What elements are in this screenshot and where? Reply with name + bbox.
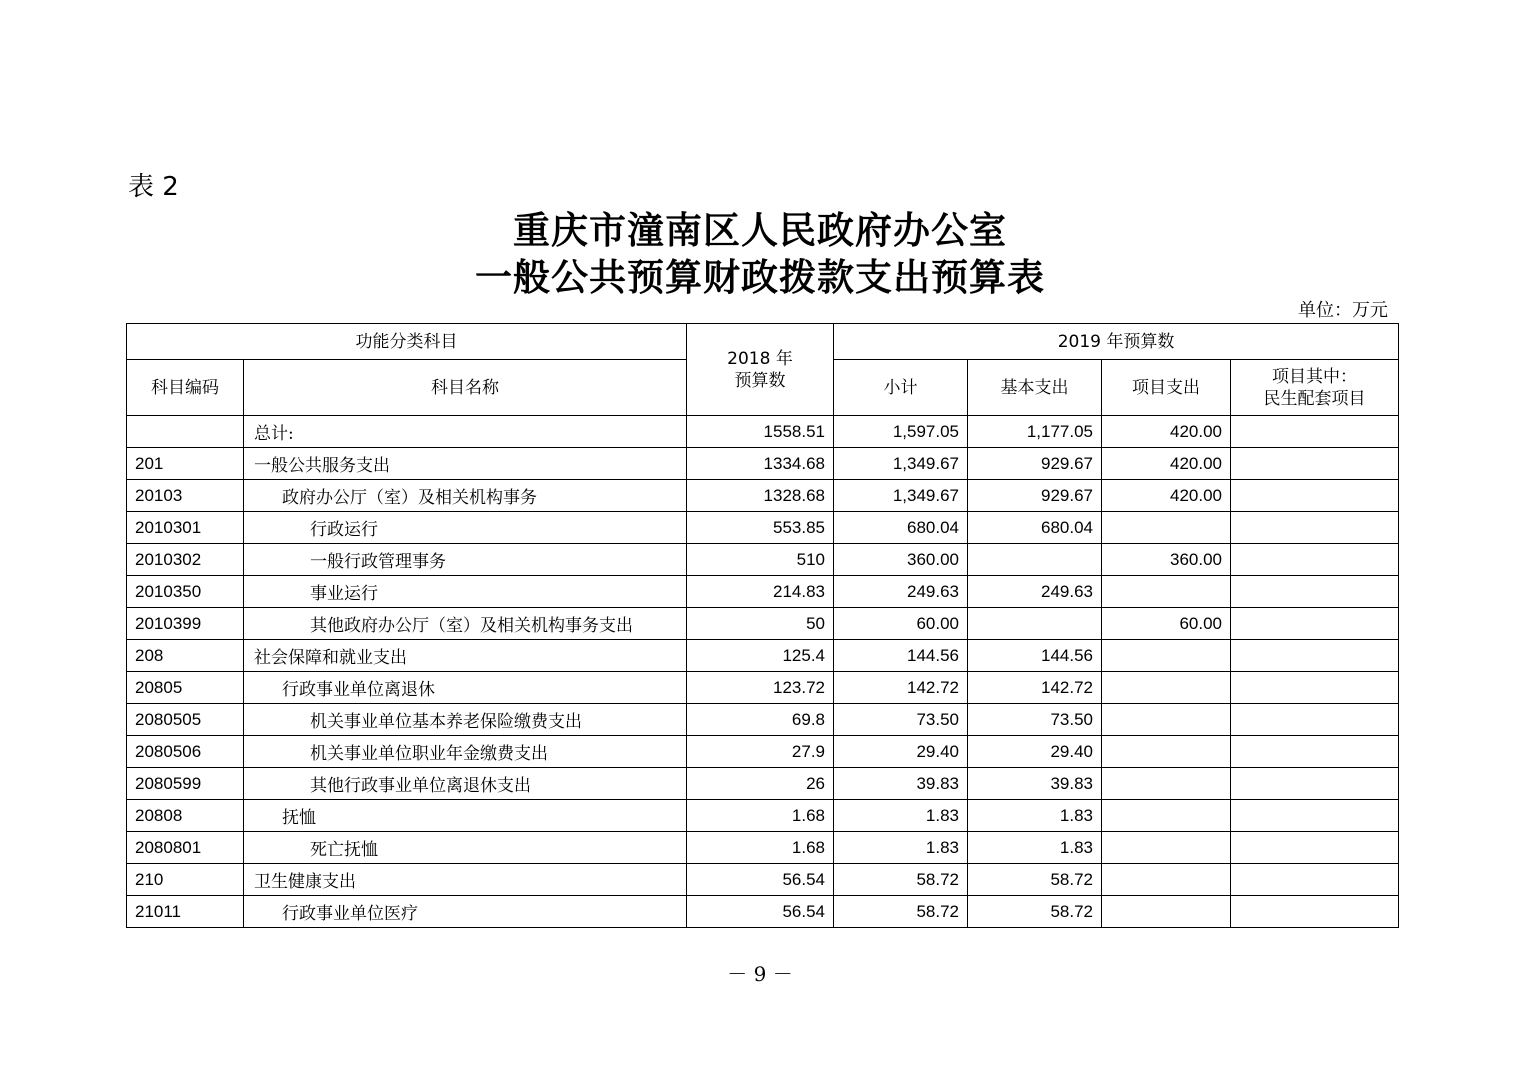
cell-project bbox=[1102, 736, 1231, 768]
cell-code: 2010399 bbox=[127, 608, 244, 640]
cell-name: 一般公共服务支出 bbox=[244, 448, 687, 480]
cell-basic: 58.72 bbox=[968, 864, 1102, 896]
cell-project bbox=[1102, 800, 1231, 832]
cell-name: 行政运行 bbox=[244, 512, 687, 544]
cell-project bbox=[1102, 672, 1231, 704]
cell-project bbox=[1102, 576, 1231, 608]
cell-basic bbox=[968, 608, 1102, 640]
cell-code: 2080506 bbox=[127, 736, 244, 768]
cell-livelihood bbox=[1231, 864, 1399, 896]
header-basic: 基本支出 bbox=[968, 360, 1102, 416]
cell-code: 208 bbox=[127, 640, 244, 672]
cell-subtotal: 1.83 bbox=[834, 832, 968, 864]
cell-livelihood bbox=[1231, 672, 1399, 704]
table-row bbox=[127, 896, 1399, 928]
header-project: 项目支出 bbox=[1102, 360, 1231, 416]
cell-code: 201 bbox=[127, 448, 244, 480]
cell-budget-2018: 56.54 bbox=[687, 896, 834, 928]
cell-subtotal: 60.00 bbox=[834, 608, 968, 640]
cell-budget-2018: 1.68 bbox=[687, 832, 834, 864]
cell-basic: 1.83 bbox=[968, 800, 1102, 832]
cell-project: 360.00 bbox=[1102, 544, 1231, 576]
header-functional-category: 功能分类科目 bbox=[127, 324, 687, 360]
cell-subtotal: 142.72 bbox=[834, 672, 968, 704]
cell-code: 20808 bbox=[127, 800, 244, 832]
cell-livelihood bbox=[1231, 512, 1399, 544]
cell-project bbox=[1102, 832, 1231, 864]
cell-budget-2018: 56.54 bbox=[687, 864, 834, 896]
table-row bbox=[127, 448, 1399, 480]
table-body bbox=[127, 416, 1399, 928]
table-row bbox=[127, 544, 1399, 576]
cell-livelihood bbox=[1231, 640, 1399, 672]
cell-code: 2010350 bbox=[127, 576, 244, 608]
cell-name: 机关事业单位基本养老保险缴费支出 bbox=[244, 704, 687, 736]
cell-livelihood bbox=[1231, 576, 1399, 608]
cell-project bbox=[1102, 768, 1231, 800]
cell-basic bbox=[968, 544, 1102, 576]
cell-basic: 680.04 bbox=[968, 512, 1102, 544]
table-row bbox=[127, 672, 1399, 704]
cell-subtotal: 1.83 bbox=[834, 800, 968, 832]
cell-subtotal: 680.04 bbox=[834, 512, 968, 544]
cell-code: 2080599 bbox=[127, 768, 244, 800]
table-row bbox=[127, 704, 1399, 736]
cell-basic: 39.83 bbox=[968, 768, 1102, 800]
cell-livelihood bbox=[1231, 736, 1399, 768]
cell-name: 总计: bbox=[244, 416, 687, 448]
cell-basic: 73.50 bbox=[968, 704, 1102, 736]
cell-budget-2018: 510 bbox=[687, 544, 834, 576]
table-row bbox=[127, 800, 1399, 832]
cell-name: 死亡抚恤 bbox=[244, 832, 687, 864]
cell-basic: 929.67 bbox=[968, 448, 1102, 480]
cell-basic: 142.72 bbox=[968, 672, 1102, 704]
table-label: 表 2 bbox=[128, 172, 179, 202]
cell-project bbox=[1102, 512, 1231, 544]
cell-subtotal: 1,349.67 bbox=[834, 480, 968, 512]
cell-name: 其他政府办公厅（室）及相关机构事务支出 bbox=[244, 608, 687, 640]
table-row bbox=[127, 864, 1399, 896]
table-row bbox=[127, 768, 1399, 800]
cell-livelihood bbox=[1231, 704, 1399, 736]
cell-code: 21011 bbox=[127, 896, 244, 928]
cell-name: 机关事业单位职业年金缴费支出 bbox=[244, 736, 687, 768]
table-row bbox=[127, 736, 1399, 768]
table-row bbox=[127, 576, 1399, 608]
cell-subtotal: 144.56 bbox=[834, 640, 968, 672]
cell-project bbox=[1102, 864, 1231, 896]
cell-budget-2018: 214.83 bbox=[687, 576, 834, 608]
cell-name: 社会保障和就业支出 bbox=[244, 640, 687, 672]
cell-livelihood bbox=[1231, 896, 1399, 928]
cell-budget-2018: 26 bbox=[687, 768, 834, 800]
cell-name: 一般行政管理事务 bbox=[244, 544, 687, 576]
cell-budget-2018: 69.8 bbox=[687, 704, 834, 736]
cell-livelihood bbox=[1231, 448, 1399, 480]
cell-code bbox=[127, 416, 244, 448]
cell-project bbox=[1102, 640, 1231, 672]
cell-budget-2018: 125.4 bbox=[687, 640, 834, 672]
cell-livelihood bbox=[1231, 544, 1399, 576]
table-row bbox=[127, 640, 1399, 672]
cell-name: 抚恤 bbox=[244, 800, 687, 832]
cell-subtotal: 58.72 bbox=[834, 864, 968, 896]
cell-name: 其他行政事业单位离退休支出 bbox=[244, 768, 687, 800]
cell-name: 政府办公厅（室）及相关机构事务 bbox=[244, 480, 687, 512]
cell-code: 210 bbox=[127, 864, 244, 896]
cell-livelihood bbox=[1231, 608, 1399, 640]
unit-label: 单位：万元 bbox=[1298, 300, 1388, 321]
cell-code: 2010302 bbox=[127, 544, 244, 576]
table-row bbox=[127, 512, 1399, 544]
cell-code: 2080505 bbox=[127, 704, 244, 736]
page-title-line2: 一般公共预算财政拨款支出预算表 bbox=[475, 256, 1045, 299]
cell-basic: 1,177.05 bbox=[968, 416, 1102, 448]
cell-basic: 249.63 bbox=[968, 576, 1102, 608]
cell-project: 420.00 bbox=[1102, 448, 1231, 480]
cell-budget-2018: 1.68 bbox=[687, 800, 834, 832]
cell-subtotal: 58.72 bbox=[834, 896, 968, 928]
cell-name: 行政事业单位离退休 bbox=[244, 672, 687, 704]
cell-basic: 58.72 bbox=[968, 896, 1102, 928]
table-row bbox=[127, 480, 1399, 512]
cell-project: 420.00 bbox=[1102, 480, 1231, 512]
cell-project: 420.00 bbox=[1102, 416, 1231, 448]
cell-basic: 929.67 bbox=[968, 480, 1102, 512]
cell-basic: 29.40 bbox=[968, 736, 1102, 768]
cell-subtotal: 249.63 bbox=[834, 576, 968, 608]
cell-basic: 144.56 bbox=[968, 640, 1102, 672]
header-budget-2019: 2019 年预算数 bbox=[834, 324, 1399, 360]
cell-budget-2018: 123.72 bbox=[687, 672, 834, 704]
header-budget-2018: 2018 年 预算数 bbox=[687, 324, 834, 416]
cell-code: 2010301 bbox=[127, 512, 244, 544]
header-code: 科目编码 bbox=[127, 360, 244, 416]
cell-subtotal: 1,597.05 bbox=[834, 416, 968, 448]
cell-basic: 1.83 bbox=[968, 832, 1102, 864]
cell-project: 60.00 bbox=[1102, 608, 1231, 640]
cell-livelihood bbox=[1231, 416, 1399, 448]
cell-project bbox=[1102, 704, 1231, 736]
cell-code: 2080801 bbox=[127, 832, 244, 864]
cell-budget-2018: 1558.51 bbox=[687, 416, 834, 448]
budget-table bbox=[126, 323, 1399, 928]
cell-name: 行政事业单位医疗 bbox=[244, 896, 687, 928]
cell-subtotal: 1,349.67 bbox=[834, 448, 968, 480]
table-row bbox=[127, 416, 1399, 448]
cell-budget-2018: 1328.68 bbox=[687, 480, 834, 512]
cell-budget-2018: 553.85 bbox=[687, 512, 834, 544]
cell-project bbox=[1102, 896, 1231, 928]
header-project-livelihood: 项目其中： 民生配套项目 bbox=[1231, 360, 1399, 416]
cell-subtotal: 73.50 bbox=[834, 704, 968, 736]
cell-code: 20103 bbox=[127, 480, 244, 512]
header-subtotal: 小计 bbox=[834, 360, 968, 416]
cell-livelihood bbox=[1231, 800, 1399, 832]
cell-name: 卫生健康支出 bbox=[244, 864, 687, 896]
cell-livelihood bbox=[1231, 832, 1399, 864]
page-number: － 9 － bbox=[727, 962, 793, 986]
table-row bbox=[127, 832, 1399, 864]
page-title-line1: 重庆市潼南区人民政府办公室 bbox=[513, 209, 1007, 252]
cell-budget-2018: 27.9 bbox=[687, 736, 834, 768]
cell-budget-2018: 1334.68 bbox=[687, 448, 834, 480]
header-name: 科目名称 bbox=[244, 360, 687, 416]
cell-subtotal: 29.40 bbox=[834, 736, 968, 768]
cell-subtotal: 39.83 bbox=[834, 768, 968, 800]
cell-name: 事业运行 bbox=[244, 576, 687, 608]
cell-budget-2018: 50 bbox=[687, 608, 834, 640]
cell-subtotal: 360.00 bbox=[834, 544, 968, 576]
table-row bbox=[127, 608, 1399, 640]
cell-livelihood bbox=[1231, 768, 1399, 800]
cell-livelihood bbox=[1231, 480, 1399, 512]
cell-code: 20805 bbox=[127, 672, 244, 704]
